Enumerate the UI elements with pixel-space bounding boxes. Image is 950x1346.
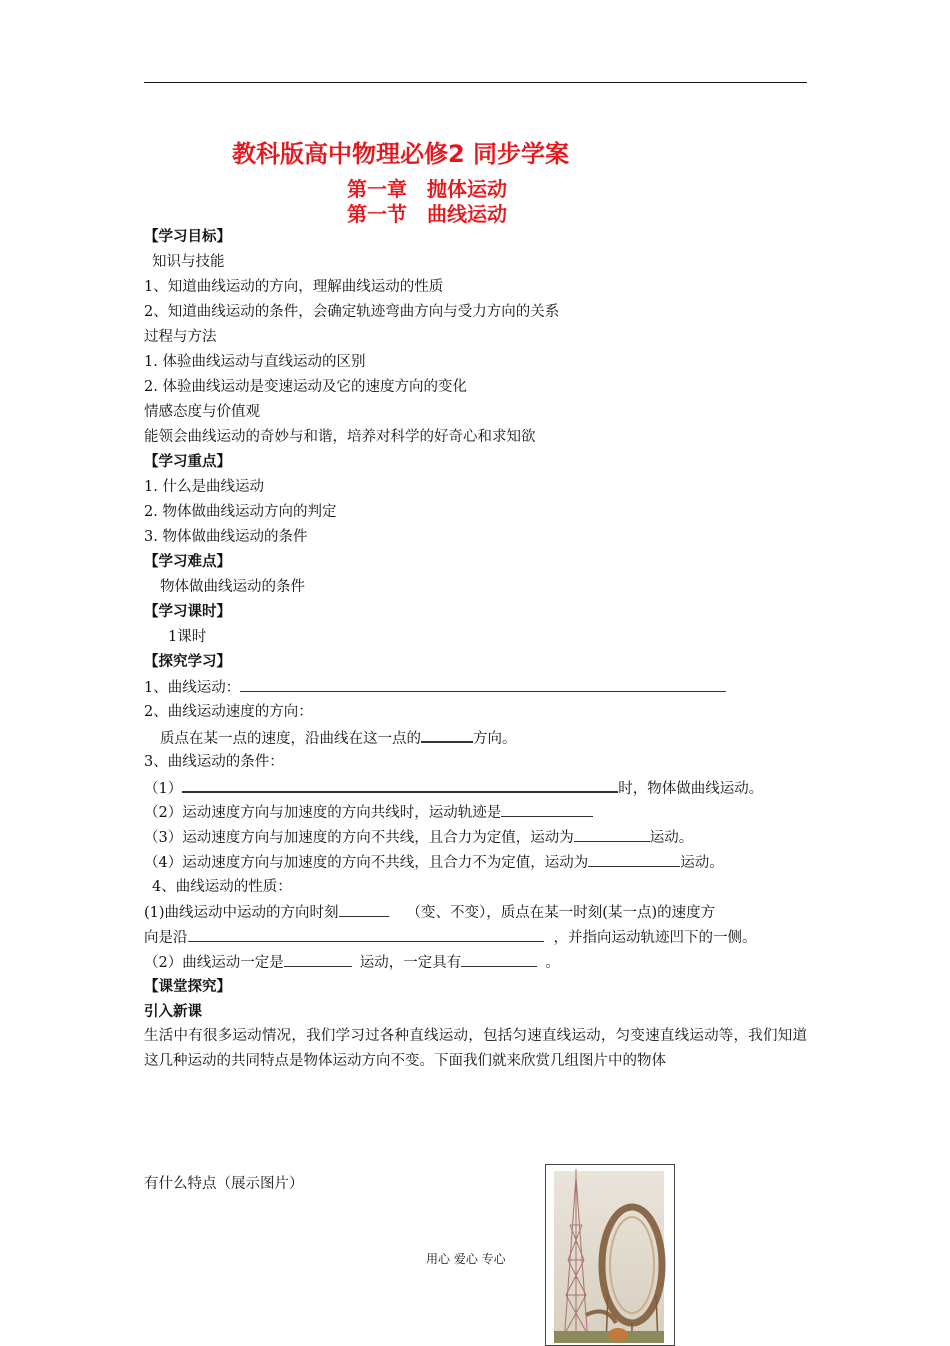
intro-question: 有什么特点（展示图片） — [144, 1176, 304, 1192]
answer-blank[interactable] — [240, 677, 726, 692]
roller-coaster-image — [546, 1165, 674, 1345]
question-3-4-text-b: 运动。 — [680, 855, 724, 871]
answer-blank[interactable] — [182, 777, 618, 793]
question-4-item-2 — [144, 952, 560, 973]
document-title: 教科版高中物理必修2 同步学案 — [232, 140, 570, 168]
knowledge-item-1: 1、知道曲线运动的方向，理解曲线运动的性质 — [144, 279, 444, 295]
class-hours-text: 1课时 — [168, 629, 207, 645]
question-4-item-1 — [144, 902, 715, 923]
answer-blank[interactable] — [339, 902, 389, 917]
question-3-item-1 — [144, 777, 763, 799]
intro-paragraph: 生活中有很多运动情况，我们学习过各种直线运动，包括匀速直线运动，匀变速直线运动等，我们知道这几种运动的共同特点是物体运动方向不变。下面我们就来欣赏几组图片中的物体 — [144, 1028, 807, 1069]
key-point-1: 1. 什么是曲线运动 — [144, 479, 264, 495]
header-rule — [144, 82, 807, 83]
process-item-2: 2. 体验曲线运动是变速运动及它的速度方向的变化 — [144, 379, 467, 395]
question-3-4-text-a: （4）运动速度方向与加速度的方向不共线，且合力不为定值，运动为 — [144, 855, 589, 871]
classroom-heading: 【课堂探究】 — [144, 979, 231, 995]
question-4-2-text-b: 运动，一定具有 — [359, 955, 462, 971]
objectives-heading: 【学习目标】 — [144, 229, 231, 245]
question-2-body — [160, 727, 517, 749]
class-hours-heading: 【学习课时】 — [144, 604, 231, 620]
question-3-1-prefix: （1） — [144, 781, 183, 797]
process-item-1: 1. 体验曲线运动与直线运动的区别 — [144, 354, 366, 370]
question-4-1-text-b: （变、不变），质点在某一时刻(某一点)的速度方 — [406, 905, 716, 921]
question-4-2-text-c: 。 — [545, 955, 560, 971]
process-label: 过程与方法 — [144, 329, 217, 345]
question-4: 4、曲线运动的性质： — [152, 879, 292, 895]
key-point-2: 2. 物体做曲线运动方向的判定 — [144, 504, 337, 520]
answer-blank[interactable] — [574, 827, 650, 842]
answer-blank[interactable] — [188, 927, 544, 942]
key-points-heading: 【学习重点】 — [144, 454, 231, 470]
answer-blank[interactable] — [461, 952, 537, 967]
question-4-2-text-a: （2）曲线运动一定是 — [144, 955, 284, 971]
question-4-1-text-a: (1)曲线运动中运动的方向时刻 — [144, 905, 339, 921]
roller-coaster-photo — [545, 1164, 675, 1346]
knowledge-item-2: 2、知道曲线运动的条件，会确定轨迹弯曲方向与受力方向的关系 — [144, 304, 560, 320]
answer-blank[interactable] — [501, 802, 593, 817]
chapter-title: 第一章 抛体运动 — [347, 177, 507, 201]
question-4-1-text-d: ，并指向运动轨迹凹下的一侧。 — [553, 930, 757, 946]
question-3-1-suffix: 时，物体做曲线运动。 — [618, 781, 764, 797]
knowledge-label: 知识与技能 — [152, 254, 225, 270]
explore-heading: 【探究学习】 — [144, 654, 231, 670]
question-3-item-4 — [144, 852, 724, 873]
section-title: 第一节 曲线运动 — [347, 202, 507, 226]
question-1-label: 1、曲线运动： — [144, 680, 241, 696]
question-4-item-1-cont — [144, 927, 757, 948]
answer-blank[interactable] — [284, 952, 352, 967]
question-3-2-text: （2）运动速度方向与加速度的方向共线时，运动轨迹是 — [144, 805, 502, 821]
answer-blank[interactable] — [421, 727, 473, 743]
question-3-item-2 — [144, 802, 593, 823]
question-2-text-a: 质点在某一点的速度，沿曲线在这一点的 — [160, 731, 421, 747]
question-2-text-b: 方向。 — [473, 731, 517, 747]
question-3-3-text-b: 运动。 — [649, 830, 694, 846]
question-2: 2、曲线运动速度的方向： — [144, 704, 313, 720]
page-footer: 用心 爱心 专心 — [426, 1252, 506, 1266]
answer-blank[interactable] — [588, 852, 680, 867]
question-3-3-text-a: （3）运动速度方向与加速度的方向不共线，且合力为定值，运动为 — [144, 830, 574, 846]
intro-subheading: 引入新课 — [144, 1004, 202, 1020]
question-3: 3、曲线运动的条件： — [144, 754, 284, 770]
key-point-3: 3. 物体做曲线运动的条件 — [144, 529, 308, 545]
difficulty-text: 物体做曲线运动的条件 — [160, 579, 305, 595]
question-3-item-3 — [144, 827, 693, 848]
question-4-1-text-c: 向是沿 — [144, 930, 188, 946]
question-1 — [144, 677, 726, 698]
difficulty-heading: 【学习难点】 — [144, 554, 231, 570]
emotion-label: 情感态度与价值观 — [144, 404, 260, 420]
emotion-text: 能领会曲线运动的奇妙与和谐，培养对科学的好奇心和求知欲 — [144, 429, 536, 445]
